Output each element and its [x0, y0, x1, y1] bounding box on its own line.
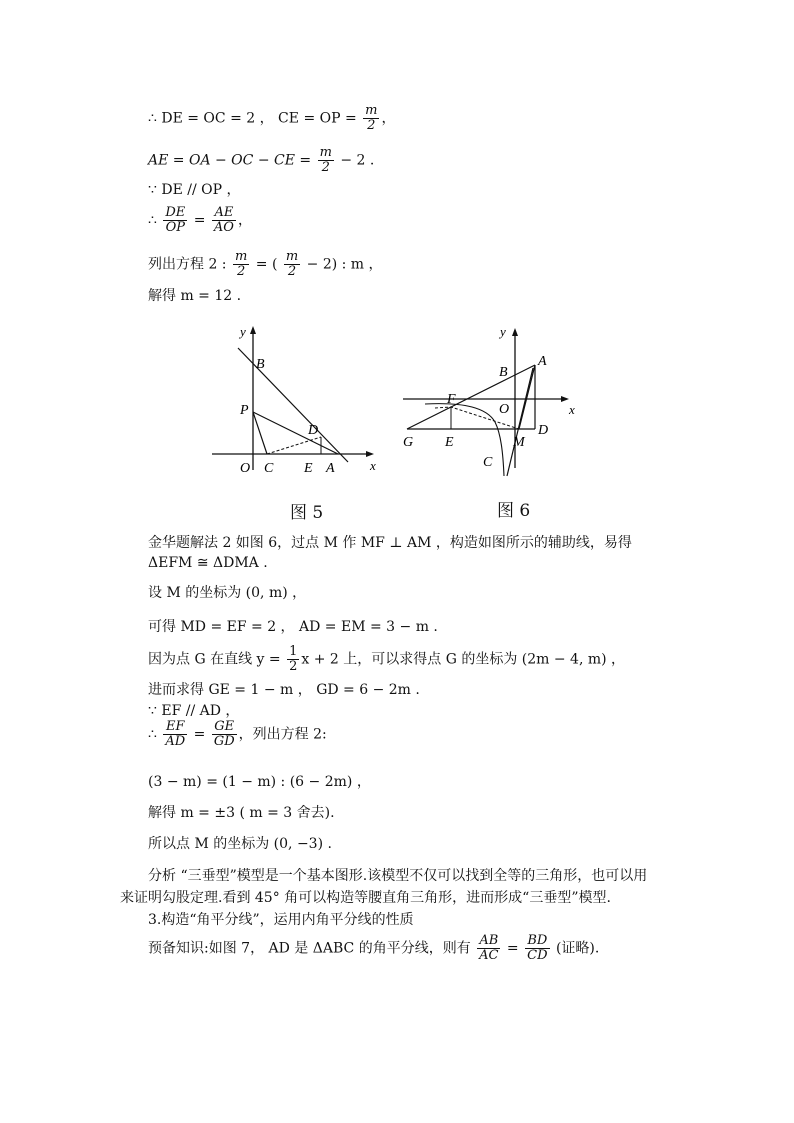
- equation-line-2: AE = OA − OC − CE = $\frac{m}{2}$ − 2 .: [148, 145, 375, 175]
- fig5-line-pa: [253, 412, 338, 454]
- fig5-label-c: C: [264, 461, 274, 476]
- fig5-label-a: A: [326, 461, 335, 476]
- fig5-label-p: P: [240, 403, 249, 418]
- fig6-label-y: y: [500, 324, 506, 339]
- fig5-label-d: D: [308, 423, 319, 438]
- figure-5-caption: 图 5: [290, 503, 324, 523]
- fig6-label-b: B: [499, 365, 508, 380]
- body-p7: ∴ $\frac{EF}{AD}$ = $\frac{GE}{GD}$ ，列出方程 2:: [148, 719, 327, 749]
- equation-line-6: 解得 m = 12 .: [148, 288, 242, 304]
- body-p5: 进而求得 GE = 1 − m ， GD = 6 − 2m .: [148, 682, 420, 698]
- equation-line-4: ∴ $\frac{DE}{OP}$ = $\frac{AE}{AO}$ ，: [148, 205, 252, 235]
- body-p4: 因为点 G 在直线 y = $\frac{1}{2}$ x + 2 上，可以求得点 G 的坐标为 (2m − 4, m) ，: [148, 644, 626, 674]
- body-p1a: 金华题解法 2 如图 6，过点 M 作 MF ⊥ AM ，构造如图所示的辅助线，易得: [148, 535, 632, 551]
- fig6-label-x: x: [569, 402, 575, 417]
- body-p2: 设 M 的坐标为 (0, m) ，: [148, 585, 307, 601]
- fig5-label-y: y: [240, 324, 246, 339]
- fig5-line-cd: [267, 437, 321, 454]
- fig6-line-ga: [407, 365, 535, 429]
- fig6-label-g: G: [403, 435, 414, 450]
- fig5-line-ab: [238, 348, 348, 462]
- fig6-label-m: M: [513, 435, 525, 450]
- fig6-label-f: F: [447, 392, 456, 407]
- fig6-label-d: D: [538, 423, 549, 438]
- body-p12: 3.构造“角平分线”，运用内角平分线的性质: [148, 912, 414, 928]
- fig5-label-b: B: [256, 357, 265, 372]
- fig5-label-o: O: [240, 461, 251, 476]
- body-p3: 可得 MD = EF = 2 ， AD = EM = 3 − m .: [148, 619, 438, 635]
- fig6-line-am: [519, 365, 535, 429]
- fig5-label-e: E: [304, 461, 313, 476]
- body-p1b: ΔEFM ≅ ΔDMA .: [148, 555, 268, 571]
- fig5-x-arrow: [366, 451, 374, 457]
- fig6-y-arrow: [512, 328, 518, 336]
- body-p11b: 来证明勾股定理.看到 45° 角可以构造等腰直角三角形，进而形成“三垂型”模型.: [120, 890, 611, 906]
- figure-6: [395, 318, 595, 478]
- fig6-label-a: A: [538, 354, 547, 369]
- equation-line-3: ∵ DE // OP ，: [148, 182, 241, 198]
- fig5-label-x: x: [370, 458, 376, 473]
- figure-6-caption: 图 6: [497, 501, 531, 521]
- fig6-line-mf: [507, 368, 533, 476]
- figure-5: [200, 320, 390, 480]
- body-p13: 预备知识:如图 7， AD 是 ΔABC 的角平分线，则有 $\frac{AB}{AC}$ = $\frac{BD}{CD}$ (证略).: [148, 933, 600, 963]
- fig5-y-arrow: [250, 326, 256, 334]
- body-p8: (3 − m) = (1 − m) : (6 − 2m) ，: [148, 774, 371, 790]
- body-p11a: 分析 “三垂型”模型是一个基本图形.该模型不仅可以找到全等的三角形，也可以用: [148, 868, 648, 884]
- fig6-label-c: C: [483, 455, 493, 470]
- fig6-x-arrow: [561, 396, 569, 402]
- fig6-label-o: O: [499, 402, 510, 417]
- fig6-label-e: E: [445, 435, 454, 450]
- body-p6: ∵ EF // AD ，: [148, 703, 240, 719]
- equation-line-1: ∴ DE = OC = 2 ， CE = OP = $\frac{m}{2}$ ，: [148, 103, 396, 133]
- body-p10: 所以点 M 的坐标为 (0, −3) .: [148, 836, 332, 852]
- body-p9: 解得 m = ±3 ( m = 3 舍去).: [148, 805, 335, 821]
- equation-line-5: 列出方程 2 : $\frac{m}{2}$ = ( $\frac{m}{2}$ − 2) : m ，: [148, 249, 383, 279]
